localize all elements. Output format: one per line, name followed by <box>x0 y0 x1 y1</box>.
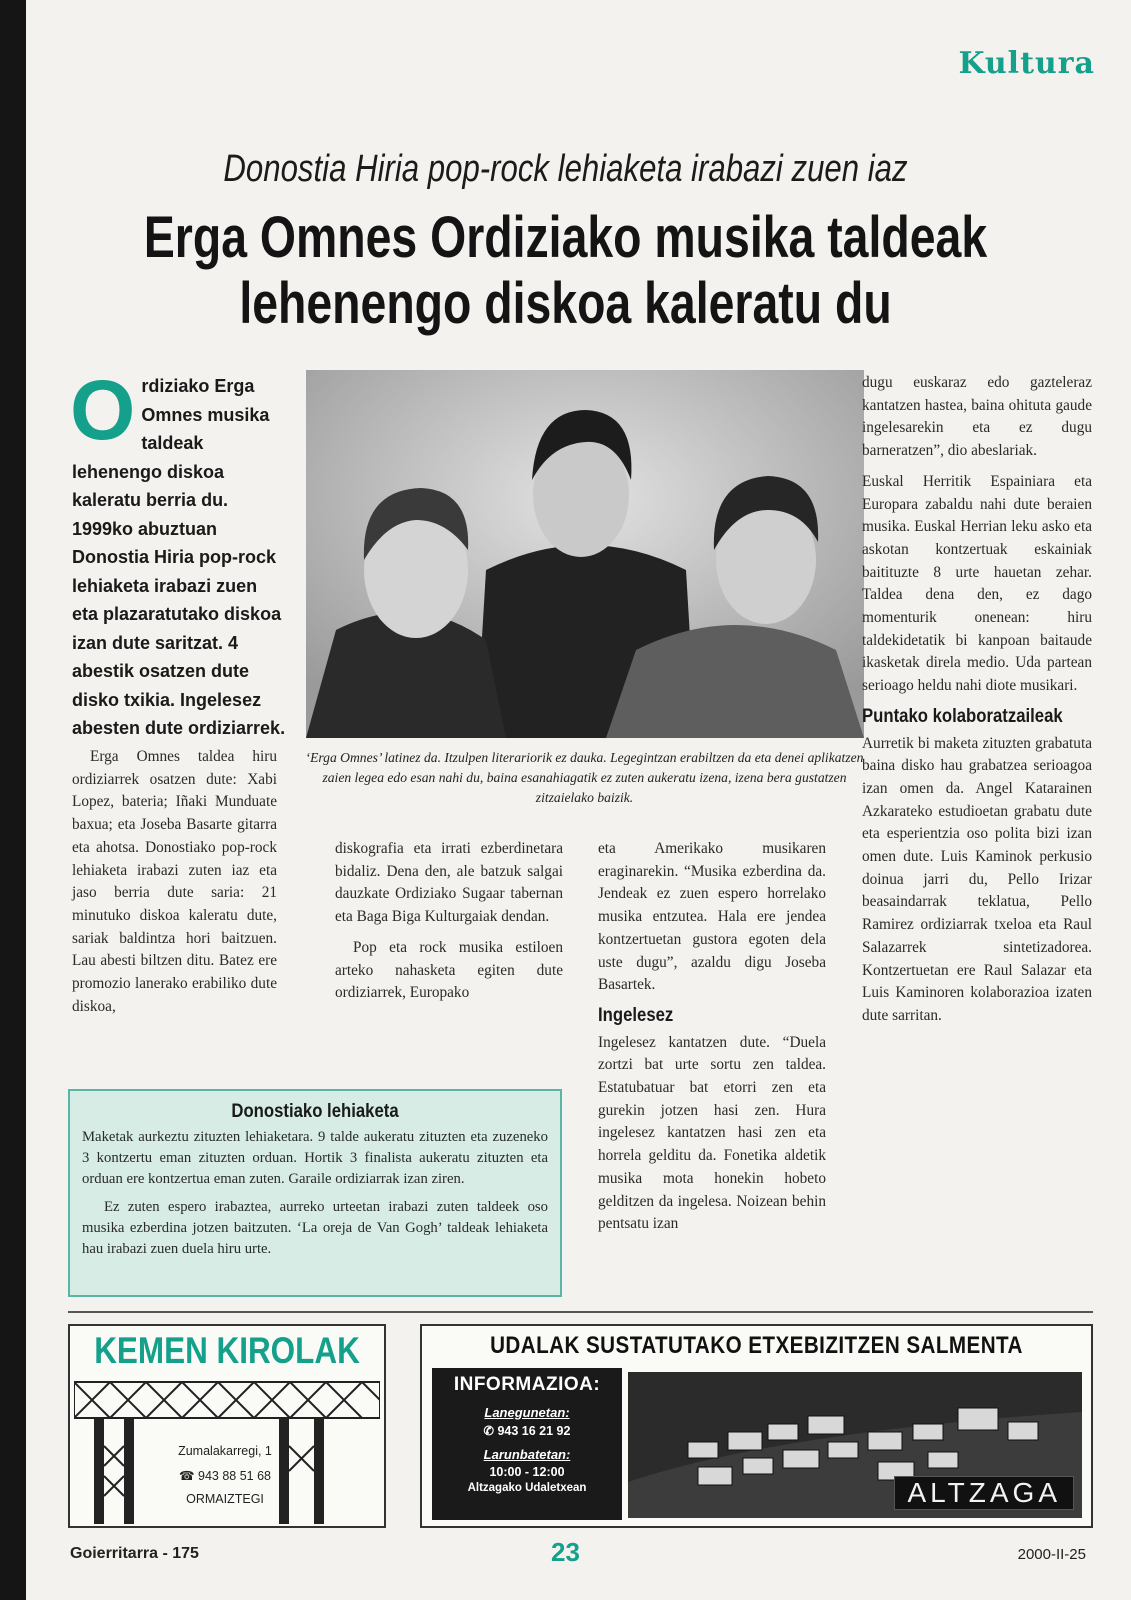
subheading-ingelesez: Ingelesez <box>598 1004 674 1026</box>
drop-cap: O <box>70 363 136 457</box>
column-2-paragraph-1: diskografia eta irrati ezberdinetara bidaliz. Dena den, ale batzuk salgai dauzkate Ordiziako Sugaar tabernan eta Baga Biga Kulturgaiak dendan. <box>335 840 563 926</box>
article-kicker: Donostia Hiria pop-rock lehiaketa irabazi zuen iaz <box>223 148 908 190</box>
page-number: 23 <box>551 1537 580 1567</box>
sidebar-box-title: Donostiako lehiaketa <box>231 1101 399 1122</box>
photo-caption: ‘Erga Omnes’ latinez da. Itzulpen literariorik ez dauka. Legegintzan erabiltzen da eta denei aplikatzen zaien legea edo esan nahi du, baina esanahiagatik ez zuten aukeratu izena, izena bera gustatzen zitzaielako baizik. <box>305 750 864 805</box>
column-4-paragraph-2: Euskal Herritik Espainiara eta Europara zabaldu nahi dute beraien musika. Euskal Herrian leku asko eta askotan kontzertuak eskainiak baitituzte 8 urte hauetan zehar. Taldea dena den, ez dago momenturik onenean: hiru taldekidetatik bi kanpoan baitaude ikasketak direla medio. Uda partean serioago heldu nahi diote musikari. <box>862 472 1092 695</box>
info-heading: INFORMAZIOA: <box>453 1374 601 1395</box>
column-2 <box>335 838 563 1013</box>
headline-line-2: lehenengo diskoa kaleratu du <box>239 271 892 336</box>
band-photo <box>306 370 864 738</box>
kemen-kirolak-ad <box>68 1324 386 1528</box>
magazine-issue: Goierritarra - 175 <box>70 1545 199 1562</box>
column-3-paragraph-1: eta Amerikako musikaren eraginarekin. “Musika ezberdina da. Jendeak ez zuen espero horrelako musika entzutea. Hala ere jendea kontzertuetan gustora egoten dela uste dugu”, azaldu digu Joseba Basartek. <box>598 840 826 994</box>
column-2-paragraph-2: Pop eta rock musika estiloen arteko nahasketa egiten dute ordiziarrek, Europako <box>335 938 563 1002</box>
band-photo-image <box>306 370 864 738</box>
issue-date: 2000-II-25 <box>1017 1546 1086 1563</box>
lead-text: rdiziako Erga Omnes musika taldeak lehenengo diskoa kaleratu berria du. 1999ko abuztuan Donostia Hiria pop-rock lehiaketa irabazi zuen eta plazaratutako diskoa izan dute saritzat. 4 abestik osatzen dute disko txikia. Ingelesez abesten dute ordiziarrek. <box>72 376 286 738</box>
sidebar-box <box>68 1089 562 1297</box>
saturday-label: Larunbatetan: <box>483 1447 571 1462</box>
column-3 <box>598 838 826 1244</box>
article-headline <box>113 205 1018 337</box>
column-1 <box>72 746 277 1026</box>
sidebar-box-paragraph-1: Maketak aurkeztu zituzten lehiaketara. 9 talde aukeratu zituzten eta zuzeneko 3 kontzertu eman zituzten orduan. Hortik 3 finalista aukeratu zituzten eta orduan ere kontzertua eman zuten. Garaile ordiziarrak izan ziren. <box>82 1129 548 1187</box>
headline-line-1: Erga Omnes Ordiziako musika taldeak <box>143 205 988 270</box>
column-4-paragraph-3: Aurretik bi maketa zituzten grabatuta baina disko hau grabatzea serioagoa izan omen da. Angel Katarainen Azkarateko estudioetan grabatu dute eta esperientzia oso polita bizi izan omen dute. Luis Kaminok perkusio doinua jarri du, Pello Irizar beasaindarrak teklatua, Pello Ramirez ordiziarrak txeloa eta Raul Salazarrek sintetizadorea. Kontzertuetan ere Raul Salazar eta Luis Kaminoren kolaborazioa izaten dute sarritan. <box>862 734 1092 1024</box>
page-spine-shadow <box>0 0 26 1600</box>
column-4 <box>862 372 1092 1036</box>
footer-divider <box>68 1311 1093 1313</box>
saturday-hours: 10:00 - 12:00 <box>489 1465 565 1479</box>
kemen-ad-phone: ☎ 943 88 51 68 <box>178 1469 272 1483</box>
column-4-paragraph-1: dugu euskaraz edo gazteleraz kantatzen hastea, baina ohituta gaude ingelesarekin eta ez dugu barneratzen”, dio abeslariak. <box>862 374 1092 460</box>
info-panel <box>432 1368 622 1520</box>
altzaga-housing-ad <box>420 1324 1093 1528</box>
lead-paragraph <box>70 363 287 743</box>
column-3-paragraph-2: Ingelesez kantatzen dute. “Duela zortzi bat urte sortu zen taldea. Estatubatuar bat etorri zen eta gurekin jotzen hasi zen. Hura ingelesez kantatzen hasi zen eta horrela gelditu da. Fonetika aldetik musika mota honekin hobeto gelditzen da ingelesa. Noizean behin pentsatu izan <box>598 1033 826 1233</box>
office-location: Altzagako Udaletxean <box>467 1482 587 1494</box>
subheading-kolaboratzaileak: Puntako kolaboratzaileak <box>862 705 1063 727</box>
weekday-phone: ✆ 943 16 21 92 <box>483 1424 571 1438</box>
altzaga-logo: ALTZAGA <box>894 1476 1074 1510</box>
housing-aerial-photo <box>628 1372 1082 1518</box>
sidebar-box-paragraph-2: Ez zuten espero irabaztea, aurreko urteetan irabazi zuten taldeek oso musika ezberdina jotzen baitzuten. ‘La oreja de Van Gogh’ taldeak lehiaketa hau irabazi zuen duela hiru urte. <box>82 1199 548 1257</box>
weekday-label: Lanegunetan: <box>484 1405 570 1420</box>
section-label: Kultura <box>958 46 1095 81</box>
kemen-ad-address: Zumalakarregi, 1 <box>178 1444 272 1458</box>
kemen-ad-town: ORMAIZTEGI <box>186 1492 264 1506</box>
altzaga-ad-title: UDALAK SUSTATUTAKO ETXEBIZITZEN SALMENTA <box>490 1332 1023 1359</box>
kemen-ad-title: KEMEN KIROLAK <box>94 1330 360 1371</box>
column-1-paragraph: Erga Omnes taldea hiru ordiziarrek osatzen dute: Xabi Lopez, bateria; Iñaki Munduate baxua; eta Joseba Basarte gitarra eta ahotsa. Donostiako pop-rock lehiaketa irabazi zuten iaz eta jaso berria dute saria: 21 minutuko diskoa kaleratu dute, sariak baldintza hori baitzuen. Lau abesti biltzen ditu. Batez ere promozio lanerako erabiliko dute diskoa, <box>72 748 277 1015</box>
